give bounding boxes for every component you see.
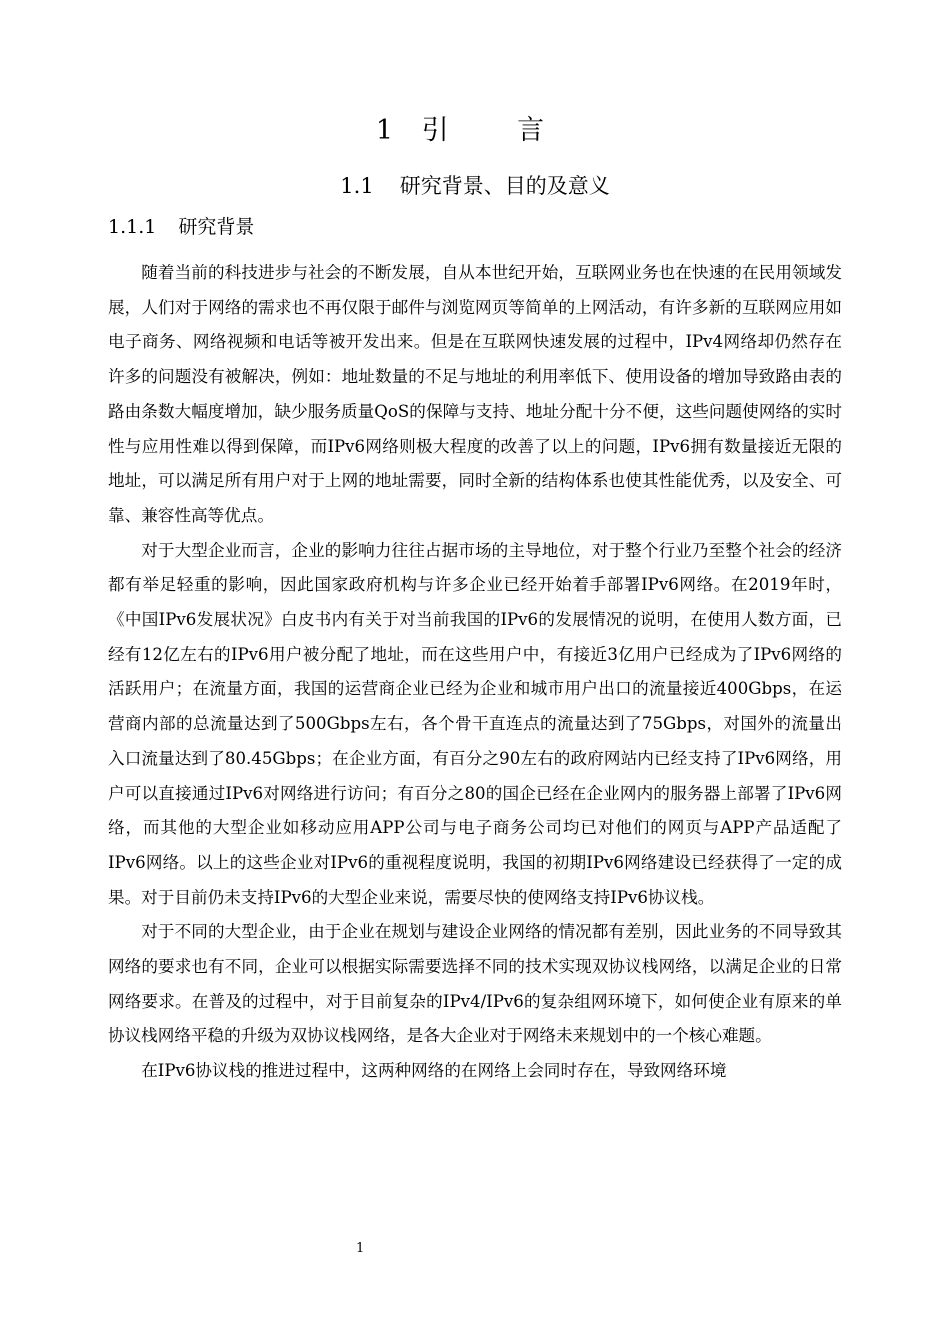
subsection-title xyxy=(108,212,254,239)
subsection-title-text: 研究背景 xyxy=(178,216,255,238)
subsection-number: 1.1.1 xyxy=(108,216,157,238)
paragraph: 对于不同的大型企业，由于企业在规划与建设企业网络的情况都有差别，因此业务的不同导致其网络的要求也有不同，企业可以根据实际需要选择不同的技术实现双协议栈网络，以满足企业的日常网络要求。在普及的过程中，对于目前复杂的IPv4/IPv6的复杂组网环境下，如何使企业有原来的单协议栈网络平稳的升级为双协议栈网络，是各大企业对于网络未来规划中的一个核心难题。 xyxy=(108,922,842,1046)
page-number: 1 xyxy=(356,1241,365,1256)
body-text xyxy=(108,256,842,1089)
section-number: 1.1 xyxy=(340,174,374,198)
chapter-title xyxy=(0,108,950,147)
paragraph: 在IPv6协议栈的推进过程中，这两种网络的在网络上会同时存在，导致网络环境 xyxy=(141,1061,727,1081)
section-title-text: 研究背景、目的及意义 xyxy=(399,174,610,198)
section-title xyxy=(0,170,950,200)
chapter-title-text: 引 言 xyxy=(421,115,575,146)
chapter-number: 1 xyxy=(375,115,399,146)
paragraph: 随着当前的科技进步与社会的不断发展，自从本世纪开始，互联网业务也在快速的在民用领域发展，人们对于网络的需求也不再仅限于邮件与浏览网页等简单的上网活动，有许多新的互联网应用如电子商务、网络视频和电话等被开发出来。但是在互联网快速发展的过程中，IPv4网络却仍然存在许多的问题没有被解决，例如：地址数量的不足与地址的利用率低下、使用设备的增加导致路由表的路由条数大幅度增加，缺少服务质量QoS的保障与支持、地址分配十分不便，这些问题使网络的实时性与应用性难以得到保障，而IPv6网络则极大程度的改善了以上的问题，IPv6拥有数量接近无限的地址，可以满足所有用户对于上网的地址需要，同时全新的结构体系也使其性能优秀，以及安全、可靠、兼容性高等优点。 xyxy=(108,263,842,525)
paragraph: 对于大型企业而言，企业的影响力往往占据市场的主导地位，对于整个行业乃至整个社会的经济都有举足轻重的影响，因此国家政府机构与许多企业已经开始着手部署IPv6网络。在2019年时，《中国IPv6发展状况》白皮书内有关于对当前我国的IPv6的发展情况的说明，在使用人数方面，已经有12亿左右的IPv6用户被分配了地址，而在这些用户中，有接近3亿用户已经成为了IPv6网络的活跃用户；在流量方面，我国的运营商企业已经为企业和城市用户出口的流量接近400Gbps，在运营商内部的总流量达到了500Gbps左右，各个骨干直连点的流量达到了75Gbps，对国外的流量出入口流量达到了80.45Gbps；在企业方面，有百分之90左右的政府网站内已经支持了IPv6网络，用户可以直接通过IPv6对网络进行访问；有百分之80的国企已经在企业网内的服务器上部署了IPv6网络，而其他的大型企业如移动应用APP公司与电子商务公司均已对他们的网页与APP产品适配了IPv6网络。以上的这些企业对IPv6的重视程度说明，我国的初期IPv6网络建设已经获得了一定的成果。对于目前仍未支持IPv6的大型企业来说，需要尽快的使网络支持IPv6协议栈。 xyxy=(108,540,842,907)
